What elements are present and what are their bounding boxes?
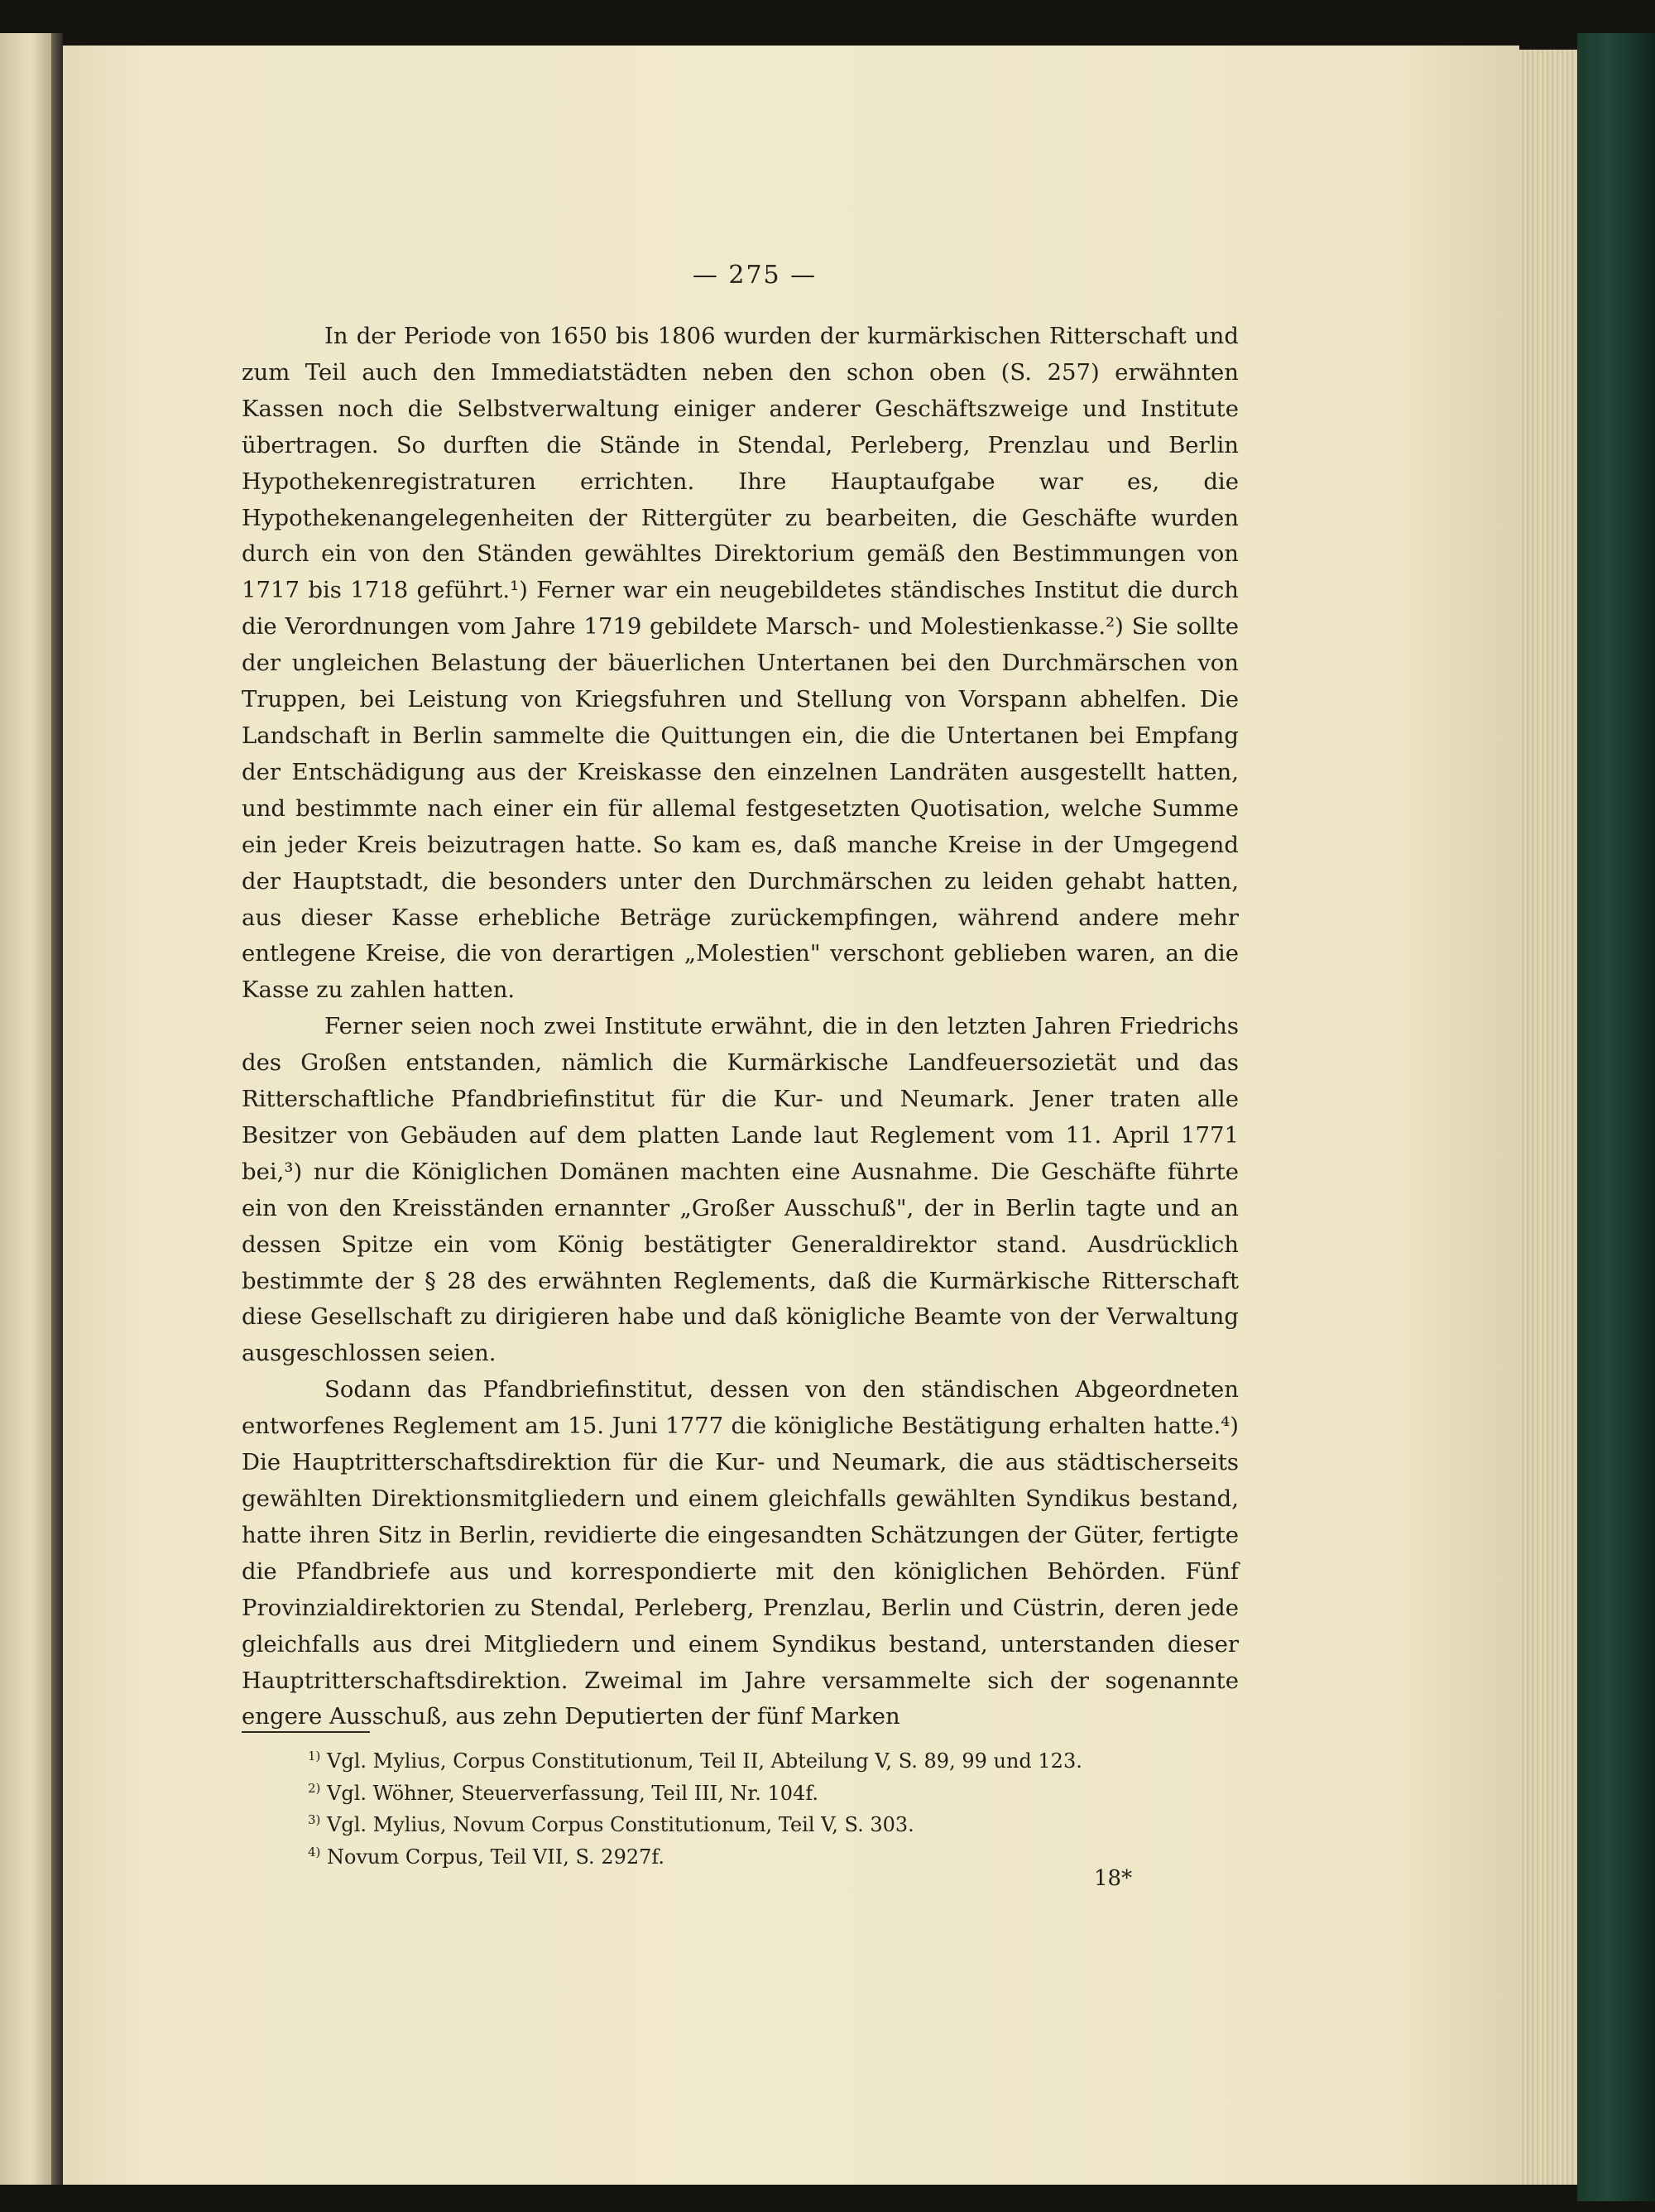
paragraph: Sodann das Pfandbriefinstitut, dessen von den ständischen Abgeordneten entworfenes Reglement am 15. Juni 1777 die königliche Bestätigung erhalten hatte.⁴) Die Hauptritterschaftsdirektion für die Kur- und Neumark, die aus städtischerseits gewählten Direktionsmitgliedern und einem gleichfalls gewählten Syndikus bestand, hatte ihren Sitz in Berlin, revidierte die eingesandten Schätzungen der Güter, fertigte die Pfandbriefe aus und korrespondierte mit den königlichen Behörden. Fünf Provinzialdirektorien zu Stendal, Perleberg, Prenzlau, Berlin und Cüstrin, deren jede gleichfalls aus drei Mitgliedern und einem Syndikus bestand, unterstanden dieser Hauptritterschaftsdirektion. Zweimal im Jahre versammelte sich der sogenannte engere Ausschuß, aus zehn Deputierten der fünf Marken <box>242 1376 1239 1730</box>
footnote-text: Novum Corpus, Teil VII, S. 2927f. <box>327 1845 665 1869</box>
footnote-mark: 3) <box>308 1812 321 1827</box>
footnote-text: Vgl. Mylius, Corpus Constitutionum, Teil II, Abteilung V, S. 89, 99 und 123. <box>327 1749 1082 1773</box>
page-edges <box>1519 50 1577 2185</box>
left-page-edge <box>0 33 51 2185</box>
page-number: — 275 — <box>692 261 818 290</box>
footnotes <box>308 1743 1235 1870</box>
footnote-text: Vgl. Mylius, Novum Corpus Constitutionum, Teil V, S. 303. <box>327 1813 914 1836</box>
footnote <box>308 1775 1235 1807</box>
footnote-text: Vgl. Wöhner, Steuerverfassung, Teil III, Nr. 104f. <box>327 1781 818 1805</box>
book-gutter <box>51 33 63 2185</box>
footnote <box>308 1743 1235 1775</box>
footnote <box>308 1807 1235 1839</box>
signature-mark: 18* <box>1094 1866 1133 1891</box>
book-cover <box>1577 33 1655 2201</box>
footnote-mark: 2) <box>308 1780 321 1796</box>
paragraph: In der Periode von 1650 bis 1806 wurden der kurmärkischen Ritterschaft und zum Teil auch den Immediatstädten neben den schon oben (S. 257) erwähnten Kassen noch die Selbstverwaltung einiger anderer Geschäftszweige und Institute übertragen. So durften die Stände in Stendal, Perleberg, Prenzlau und Berlin Hypothekenregistraturen errichten. Ihre Hauptaufgabe war es, die Hypothekenangelegenheiten der Rittergüter zu bearbeiten, die Geschäfte wurden durch ein von den Ständen gewähltes Direktorium gemäß den Bestimmungen von 1717 bis 1718 geführt.¹) Ferner war ein neugebildetes ständisches Institut die durch die Verordnungen vom Jahre 1719 gebildete Marsch- und Molestienkasse.²) Sie sollte der ungleichen Belastung der bäuerlichen Untertanen bei den Durchmärschen von Truppen, bei Leistung von Kriegsfuhren und Stellung von Vorspann abhelfen. Die Landschaft in Berlin sammelte die Quittungen ein, die die Untertanen bei Empfang der Entschädigung aus der Kreiskasse den einzelnen Landräten ausgestellt hatten, und bestimmte nach einer ein für allemal festgesetzten Quotisation, welche Summe ein jeder Kreis beizutragen hatte. So kam es, daß manche Kreise in der Umgegend der Hauptstadt, die besonders unter den Durchmärschen zu leiden gehabt hatten, aus dieser Kasse erhebliche Beträge zurückempfingen, während andere mehr entlegene Kreise, die von derartigen „Molestien" verschont geblieben waren, an die Kasse zu zahlen hatten. <box>242 323 1239 1004</box>
footnote-mark: 4) <box>308 1844 321 1859</box>
body-text <box>242 319 1239 1735</box>
footnote-mark: 1) <box>308 1749 321 1763</box>
footnote-rule <box>242 1731 370 1733</box>
paragraph: Ferner seien noch zwei Institute erwähnt, die in den letzten Jahren Friedrichs des Großen entstanden, nämlich die Kurmärkische Landfeuersozietät und das Ritterschaftliche Pfandbriefinstitut für die Kur- und Neumark. Jener traten alle Besitzer von Gebäuden auf dem platten Lande laut Reglement vom 11. April 1771 bei,³) nur die Königlichen Domänen machten eine Ausnahme. Die Geschäfte führte ein von den Kreisständen ernannter „Großer Ausschuß", der in Berlin tagte und an dessen Spitze ein vom König bestätigter Generaldirektor stand. Ausdrücklich bestimmte der § 28 des erwähnten Reglements, daß die Kurmärkische Ritterschaft diese Gesellschaft zu dirigieren habe und daß königliche Beamte von der Verwaltung ausgeschlossen seien. <box>242 1013 1239 1367</box>
